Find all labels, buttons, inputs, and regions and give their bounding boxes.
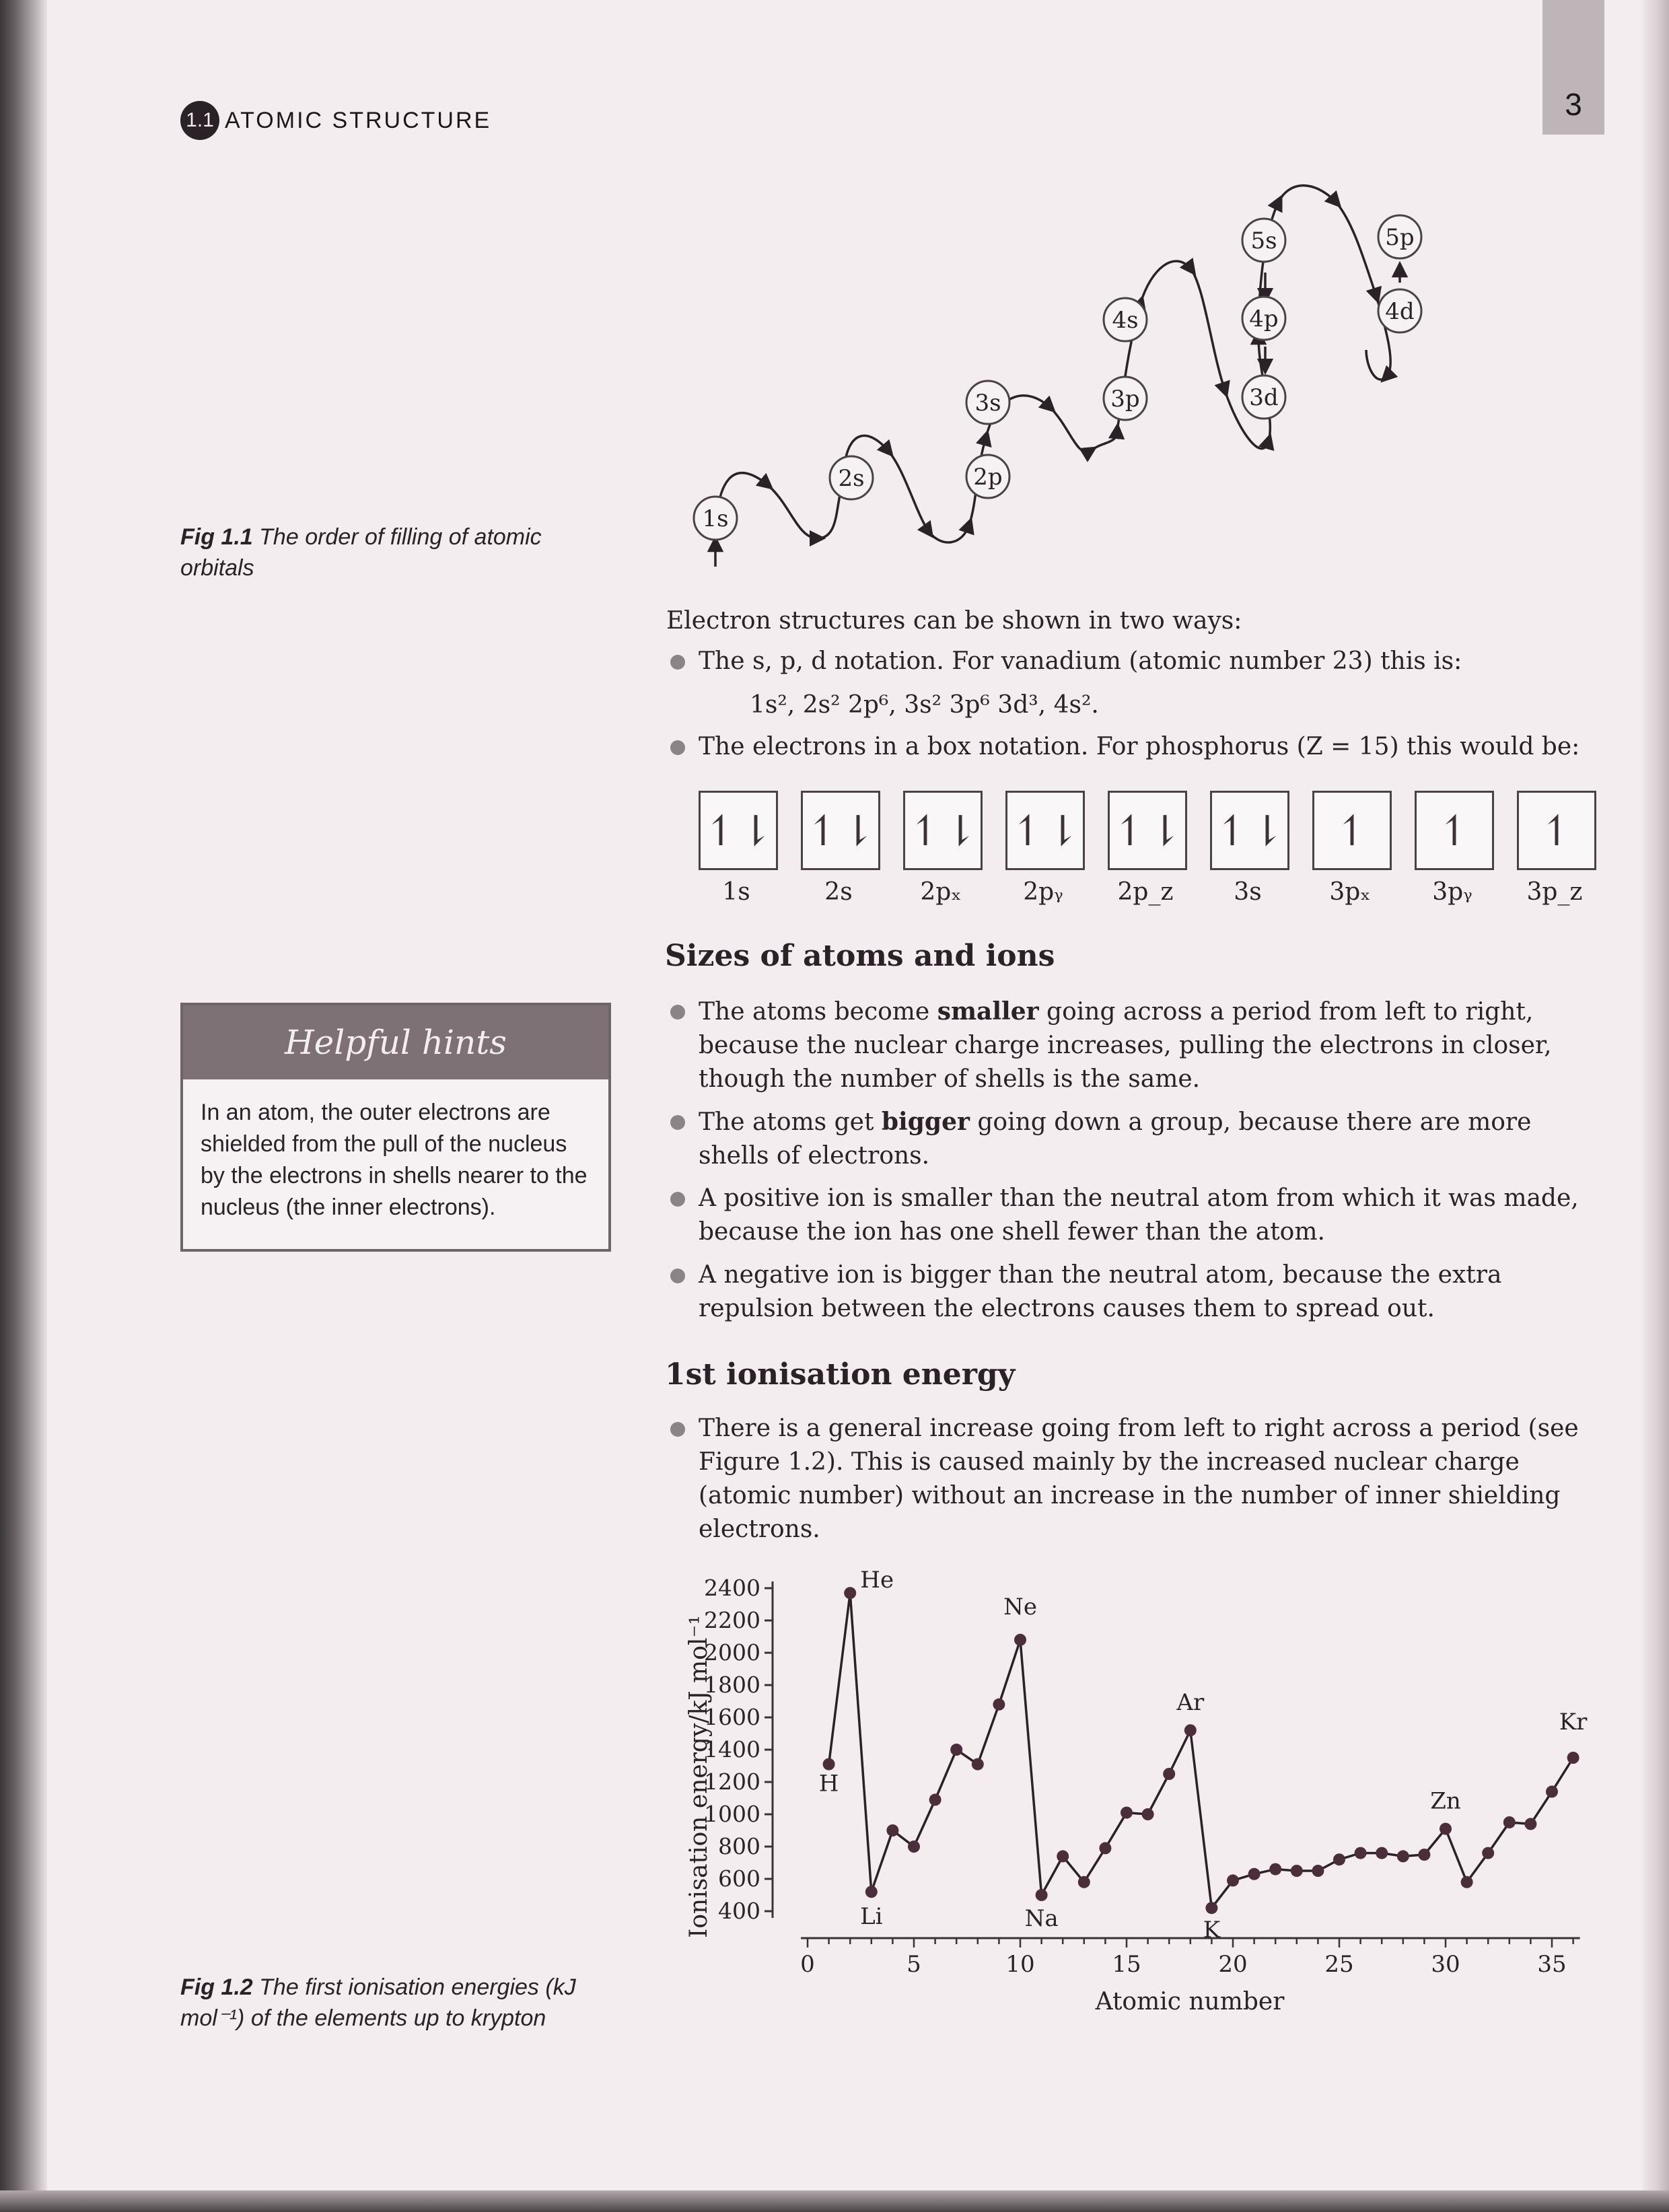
chart-data-point: [1567, 1752, 1579, 1764]
chart-x-tick-label: 35: [1537, 1951, 1567, 1978]
chart-y-tick-label: 1600: [704, 1704, 760, 1730]
ionisation-energy-chart: [673, 1568, 1615, 2026]
page-number-tab: [1542, 0, 1604, 135]
orbital-label: 2s: [838, 465, 865, 492]
chart-data-point: [886, 1824, 898, 1836]
chart-element-label: Li: [860, 1903, 883, 1931]
helpful-hints-box: [180, 1003, 611, 1252]
chart-data-point: [844, 1587, 856, 1599]
helpful-hints-text: In an atom, the outer electrons are shielded from the pull of the nucleus by the electrons in shells nearer to the nucleus (the inner electrons).: [201, 1100, 588, 1220]
chart-y-tick-label: 2400: [704, 1575, 760, 1601]
chart-data-point: [1269, 1863, 1281, 1876]
bullet-text: going across a period from left to right, because the nuclear charge increases, pulling the electrons in closer, though the number of shells is the same.: [699, 998, 1552, 1093]
bullet-negative-ion: [699, 1258, 1573, 1326]
chart-y-tick-label: 2200: [704, 1607, 760, 1633]
bullet-box-notation: [699, 730, 1641, 764]
bullet-text: going down a group, because there are more shells of electrons.: [699, 1108, 1532, 1170]
chart-x-tick-label: 5: [907, 1951, 921, 1978]
bullet-dot: [670, 1115, 685, 1130]
chart-data-point: [1333, 1853, 1345, 1865]
orbital-box: ↿⇂: [1210, 791, 1289, 870]
orbital-label: 2p: [973, 464, 1003, 491]
chart-x-tick-label: 0: [800, 1951, 815, 1978]
orbital-box-label: 2pᵧ: [1023, 878, 1063, 906]
chart-element-label: K: [1203, 1917, 1221, 1944]
chart-y-tick-label: 1800: [704, 1672, 760, 1698]
chart-data-point: [1142, 1808, 1154, 1820]
chart-data-point: [1312, 1865, 1324, 1877]
chart-y-tick-label: 2000: [704, 1639, 760, 1666]
bullet-bold: smaller: [937, 997, 1039, 1026]
page-bottom-edge: [0, 2190, 1669, 2212]
orbital-box: ↿: [1517, 791, 1596, 870]
electron-structures-intro: Electron structures can be shown in two ways:: [666, 607, 1242, 635]
chart-element-label: Ne: [1003, 1593, 1037, 1620]
page-number: 3: [1565, 87, 1582, 122]
chart-data-point: [950, 1744, 962, 1756]
chart-data-point: [1397, 1850, 1409, 1862]
chart-data-point: [1057, 1850, 1069, 1862]
chart-data-point: [1036, 1889, 1048, 1901]
orbital-box-label: 3s: [1234, 878, 1262, 906]
section-header: [180, 101, 491, 140]
chart-x-tick-label: 25: [1324, 1951, 1354, 1978]
orbital-box: ↿⇂: [1005, 791, 1085, 870]
bullet-text: The atoms become: [699, 998, 937, 1026]
chart-y-tick-label: 800: [718, 1833, 760, 1859]
orbital-label: 3p: [1110, 386, 1140, 413]
ionisation-heading: 1st ionisation energy: [665, 1357, 1016, 1392]
chart-data-point: [1121, 1807, 1133, 1819]
chart-data-point: [1291, 1865, 1303, 1877]
chart-data-point: [1014, 1634, 1026, 1646]
orbital-box-label: 2s: [824, 878, 853, 906]
fig2-caption-label: Fig 1.2: [180, 1974, 253, 2000]
chart-data-point: [865, 1886, 878, 1898]
orbital-filling-diagram: [666, 168, 1460, 585]
bullet-dot: [670, 1422, 685, 1437]
bullet-text: The atoms get: [699, 1108, 882, 1136]
chart-element-label: He: [860, 1568, 894, 1594]
fig2-caption: [180, 1972, 638, 2034]
bullet-dot: [670, 655, 685, 670]
chart-x-tick-label: 10: [1005, 1951, 1035, 1978]
orbital-box: ↿⇂: [903, 791, 983, 870]
helpful-hints-header: [183, 1005, 608, 1079]
bullet-dot: [670, 740, 685, 755]
chart-element-label: Kr: [1559, 1709, 1588, 1736]
chart-data-point: [1524, 1818, 1536, 1830]
fig1-caption-label: Fig 1.1: [180, 524, 253, 550]
chart-data-point: [823, 1758, 835, 1771]
bullet-dot: [670, 1269, 685, 1283]
chart-data-point: [1227, 1874, 1239, 1886]
chart-element-label: Zn: [1430, 1787, 1461, 1815]
chart-x-tick-label: 30: [1431, 1951, 1460, 1978]
bullet-spd-notation: [699, 645, 1627, 678]
orbital-label: 3d: [1249, 384, 1279, 411]
chart-y-axis-label: Ionisation energy/kJ mol⁻¹: [685, 1615, 713, 1938]
chart-y-tick-label: 1000: [704, 1801, 760, 1827]
orbital-label: 3s: [974, 390, 1001, 417]
bullet-text: A negative ion is bigger than the neutral atom, because the extra repulsion between the electrons causes them to spread out.: [699, 1261, 1502, 1322]
bullet-bold: bigger: [881, 1108, 970, 1136]
orbital-box-label: 3pᵧ: [1432, 878, 1472, 906]
orbital-box: ↿⇂: [1108, 791, 1187, 870]
orbital-label: 5p: [1385, 224, 1415, 251]
chart-data-point: [1248, 1868, 1260, 1880]
orbital-label: 4s: [1112, 307, 1139, 334]
chart-data-point: [993, 1699, 1005, 1711]
filling-path: [715, 186, 1390, 567]
chart-element-label: H: [818, 1770, 839, 1797]
chart-data-point: [1440, 1823, 1452, 1835]
bullet-dot: [670, 1005, 685, 1020]
section-badge: 1.1: [180, 101, 219, 140]
chart-data-point: [1078, 1876, 1090, 1888]
chart-x-tick-label: 20: [1218, 1951, 1248, 1978]
vanadium-config: 1s², 2s² 2p⁶, 3s² 3p⁶ 3d³, 4s².: [750, 691, 1099, 719]
chart-element-label: Na: [1024, 1905, 1059, 1932]
chart-data-point: [1099, 1842, 1111, 1854]
chart-data-point: [1163, 1768, 1175, 1780]
chart-data-point: [1546, 1785, 1558, 1797]
orbital-box: ↿⇂: [801, 791, 880, 870]
chart-data-point: [1355, 1847, 1367, 1859]
orbital-label: 1s: [702, 505, 729, 532]
bullet-text: The s, p, d notation. For vanadium (atomic number 23) this is:: [699, 647, 1462, 675]
chart-data-point: [908, 1841, 920, 1853]
orbital-label: 4d: [1385, 298, 1415, 325]
chart-data-point: [1418, 1849, 1430, 1861]
sizes-heading: Sizes of atoms and ions: [665, 939, 1055, 973]
chart-series-line: [829, 1593, 1573, 1908]
orbital-box-label: 1s: [722, 878, 750, 906]
fig2-caption-text: The first ionisation energies (kJ mol⁻¹) of the elements up to krypton: [180, 1974, 576, 2031]
page-edge: [1642, 0, 1669, 2212]
chart-data-point: [1205, 1902, 1217, 1914]
orbital-box-label: 2p_z: [1117, 878, 1174, 906]
orbital-label: 5s: [1250, 227, 1277, 254]
chart-x-tick-label: 15: [1112, 1951, 1141, 1978]
orbital-box: ↿: [1415, 791, 1494, 870]
orbital-label: 4p: [1249, 306, 1279, 332]
section-title: ATOMIC STRUCTURE: [225, 107, 492, 133]
bullet-text: There is a general increase going from left to right across a period (see Figure 1.2). This is caused mainly by the increased nuclear charge (atomic number) without an increase in the number of inner shielding electrons.: [699, 1415, 1579, 1543]
bullet-positive-ion: [699, 1182, 1627, 1249]
bullet-ionisation-trend: [699, 1412, 1600, 1546]
chart-data-point: [1184, 1724, 1197, 1736]
chart-data-point: [929, 1793, 942, 1806]
chart-data-point: [1482, 1847, 1494, 1859]
bullet-text: A positive ion is smaller than the neutral atom from which it was made, because the ion has one shell fewer than the atom.: [699, 1184, 1579, 1246]
chart-y-tick-label: 600: [718, 1865, 760, 1892]
chart-data-point: [1376, 1847, 1388, 1859]
bullet-bigger: [699, 1105, 1600, 1173]
book-spine-shadow: [0, 0, 47, 2212]
bullet-dot: [670, 1192, 685, 1207]
orbital-box: ↿⇂: [699, 791, 778, 870]
bullet-text: The electrons in a box notation. For phosphorus (Z = 15) this would be:: [699, 733, 1580, 760]
helpful-hints-title: Helpful hints: [285, 1023, 507, 1062]
orbital-box-label: 3p_z: [1526, 878, 1583, 906]
chart-y-tick-label: 1200: [704, 1769, 760, 1795]
orbital-box-label: 2pₓ: [920, 878, 962, 906]
fig1-caption: [180, 522, 618, 583]
chart-y-tick-label: 400: [718, 1898, 760, 1924]
chart-data-point: [1503, 1816, 1516, 1828]
bullet-smaller: [699, 995, 1600, 1096]
orbital-box: ↿: [1312, 791, 1392, 870]
fig1-caption-text: The order of filling of atomic orbitals: [180, 524, 542, 581]
chart-element-label: Ar: [1176, 1689, 1205, 1717]
chart-x-axis-label: Atomic number: [1095, 1988, 1285, 2015]
orbital-box-label: 3pₓ: [1329, 878, 1371, 906]
chart-data-point: [972, 1758, 984, 1771]
chart-y-tick-label: 1400: [704, 1736, 760, 1762]
chart-data-point: [1461, 1876, 1473, 1888]
